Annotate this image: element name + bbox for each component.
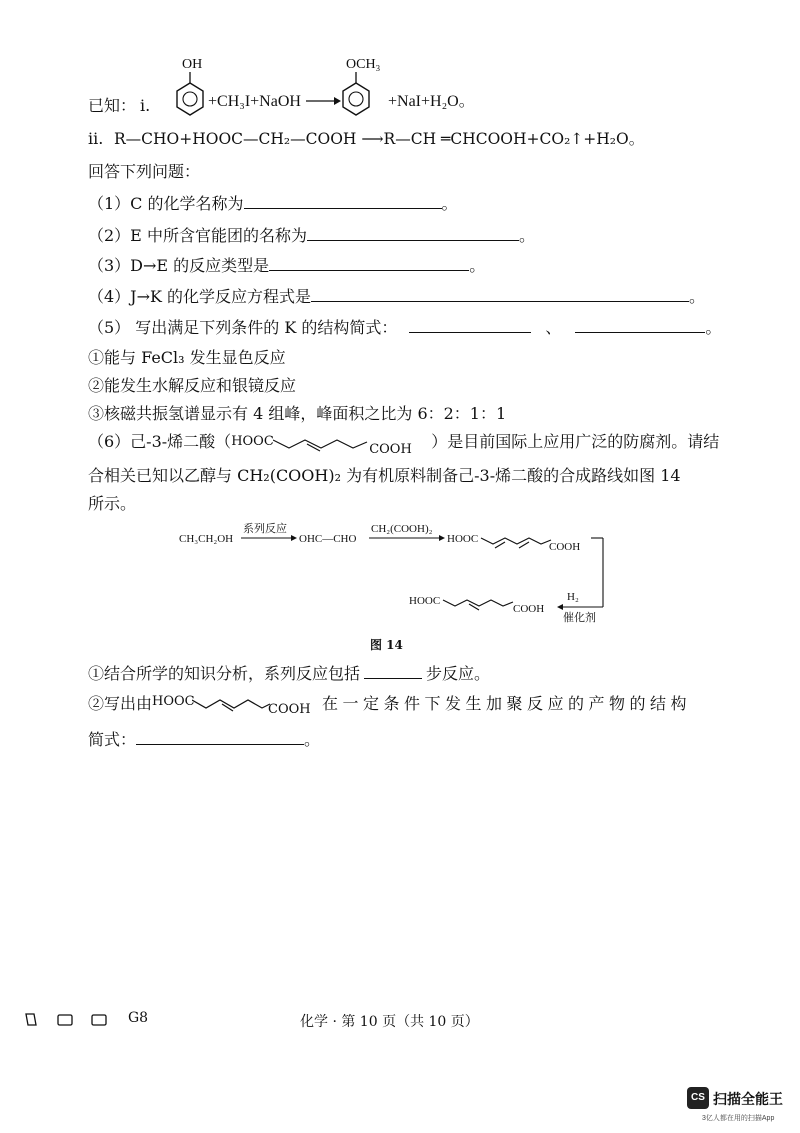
watermark-subtitle: 3亿人都在用的扫描App	[702, 1115, 775, 1122]
byproducts-text: +NaI+H₂O。	[388, 93, 475, 110]
hexenedioic-acid-structure	[152, 694, 322, 717]
box-icon	[58, 1015, 72, 1025]
route-h2: H₂	[567, 591, 579, 603]
sub-question-2-line-1	[88, 694, 728, 724]
known-label: 已知：	[88, 96, 137, 115]
known-i-marker: ⅰ.	[140, 96, 151, 115]
question-4-text: （4）J→K 的化学反应方程式是	[88, 287, 312, 306]
sub-question-1	[88, 664, 490, 684]
structure-hooc: HOOC	[231, 434, 274, 449]
synthesis-route-diagram	[175, 520, 615, 630]
answer-blank-5a[interactable]	[409, 318, 531, 333]
answer-blank-3[interactable]	[269, 256, 469, 271]
route-mid: OHC—CHO	[299, 533, 357, 545]
anisole-och3-label: OCH₃	[346, 57, 381, 72]
question-4	[88, 287, 705, 307]
question-3-text: （3）D→E 的反应类型是	[88, 256, 270, 275]
figure-caption: 图 14	[370, 638, 403, 652]
question-1	[88, 194, 458, 214]
final-hooc: HOOC	[409, 595, 441, 607]
answer-blank-2[interactable]	[307, 226, 519, 241]
known-ii-marker: ⅱ.	[88, 129, 104, 148]
prompt-text: 回答下列问题：	[88, 162, 201, 181]
period: 。	[441, 194, 458, 213]
route-arrow2-label: CH₂(COOH)₂	[371, 523, 433, 535]
zigzag-chain-icon	[192, 694, 272, 716]
sub-question-1-end: 步反应。	[426, 664, 491, 683]
phenol-oh-label: OH	[182, 57, 203, 72]
final-chain-icon	[443, 600, 513, 606]
question-2	[88, 226, 535, 246]
period: 。	[705, 318, 722, 337]
question-6-line-1	[88, 432, 728, 466]
benzene-ring-icon	[177, 83, 203, 115]
diene-hooc: HOOC	[447, 533, 479, 545]
condition-3: ③核磁共振氢谱显示有 4 组峰，峰面积之比为 6：2：1：1	[88, 404, 507, 423]
sub-question-1-text: ①结合所学的知识分析，系列反应包括	[88, 664, 361, 683]
footer-code: G8	[128, 1010, 149, 1026]
route-arrow1-label: 系列反应	[243, 523, 287, 535]
route-catalyst: 催化剂	[563, 612, 596, 624]
hexenedioic-acid-structure	[231, 432, 431, 457]
sub-question-2-prefix: 简式：	[88, 730, 137, 749]
question-6-intro: （6）己-3-烯二酸（	[88, 432, 232, 451]
watermark-app-name: 扫描全能王	[713, 1091, 783, 1107]
structure-cooh: COOH	[369, 442, 412, 457]
question-3	[88, 256, 485, 276]
period: 。	[689, 287, 706, 306]
footer-page-number: 化学 · 第 10 页（共 10 页）	[300, 1014, 479, 1030]
structure-hooc: HOOC	[152, 694, 195, 709]
answer-blank-1[interactable]	[244, 194, 442, 209]
sub-question-2-line-2	[88, 730, 320, 750]
question-6-line-3: 所示。	[88, 494, 137, 513]
condition-1: ①能与 FeCl₃ 发生显色反应	[88, 348, 286, 367]
answer-blank-5b[interactable]	[575, 318, 705, 333]
sub-question-2-desc: 在一定条件下发生加聚反应的产物的结构	[322, 694, 692, 713]
benzene-ring-icon	[343, 83, 369, 115]
period: 。	[518, 226, 535, 245]
phenol-methylation-scheme	[160, 50, 500, 125]
structure-cooh: COOH	[268, 702, 311, 717]
final-cooh: COOH	[513, 603, 545, 615]
reagents-text: +CH₃I+NaOH	[208, 93, 301, 110]
diene-chain-icon	[481, 538, 551, 544]
answer-blank-6a[interactable]	[364, 664, 422, 679]
question-6-line-2: 合相关已知以乙醇与 CH₂(COOH)₂ 为有机原料制备己-3-烯二酸的合成路线如图 14	[88, 466, 681, 485]
route-start: CH₃CH₂OH	[179, 533, 234, 545]
period: 。	[469, 256, 486, 275]
footer-box-icons	[24, 1012, 114, 1028]
answer-blank-4[interactable]	[311, 287, 689, 302]
question-1-text: （1）C 的化学名称为	[88, 194, 244, 213]
period: 。	[304, 730, 321, 749]
box-icon	[26, 1014, 36, 1025]
answer-blank-6b[interactable]	[136, 730, 304, 745]
question-6-desc: ）是目前国际上应用广泛的防腐剂。请结	[431, 432, 720, 451]
question-5	[88, 318, 721, 338]
box-icon	[92, 1015, 106, 1025]
sub-question-2-text: ②写出由	[88, 694, 153, 713]
question-5-text: （5） 写出满足下列条件的 K 的结构简式：	[88, 318, 398, 337]
diene-cooh: COOH	[549, 541, 581, 553]
condition-2: ②能发生水解反应和银镜反应	[88, 376, 297, 395]
separator: 、	[545, 318, 562, 337]
camscanner-logo-icon: CS	[687, 1087, 709, 1109]
known-ii-equation: R—CHO+HOOC—CH₂—COOH ⟶R—CH ═CHCOOH+CO₂↑+H₂O。	[114, 130, 645, 148]
question-2-text: （2）E 中所含官能团的名称为	[88, 226, 307, 245]
zigzag-chain-icon	[273, 434, 373, 456]
